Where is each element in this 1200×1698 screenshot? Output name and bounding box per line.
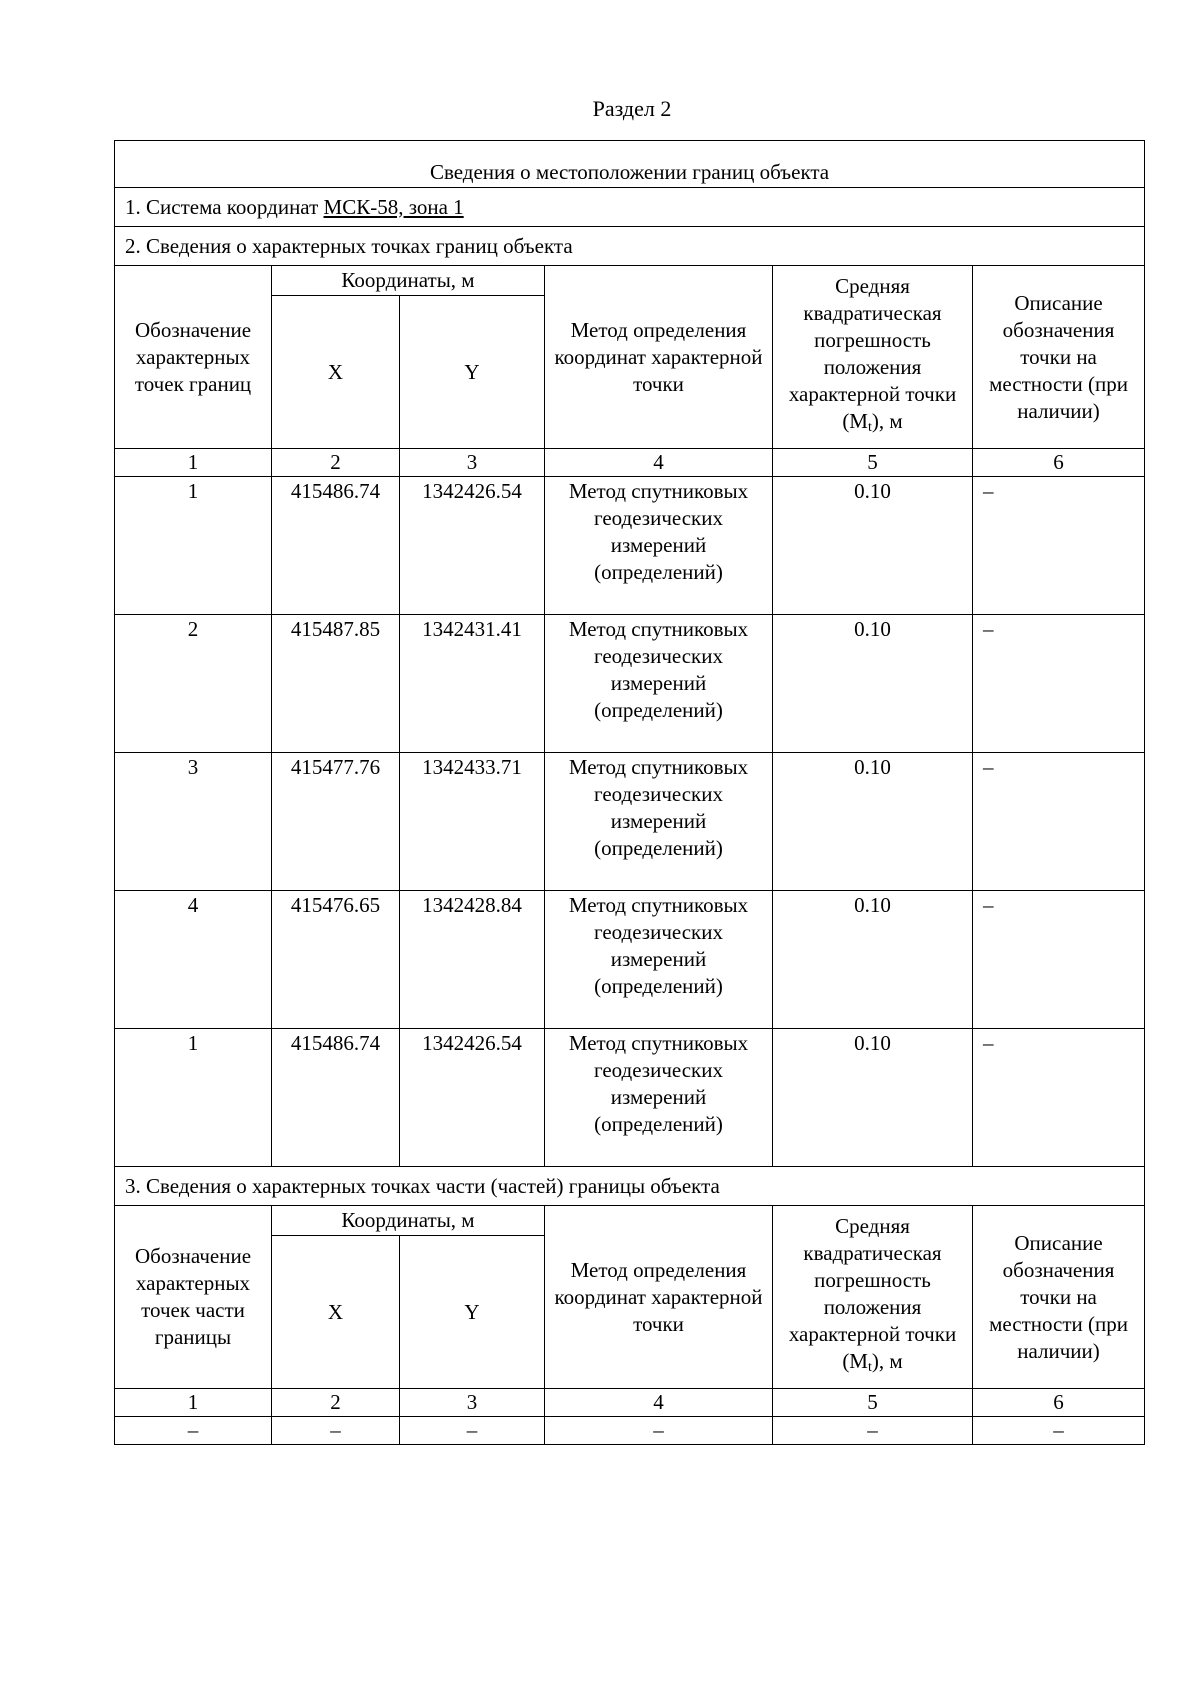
point-error: 0.10 <box>773 891 973 1029</box>
point-desc: – <box>973 891 1145 1029</box>
header-error-unit: ), м <box>871 409 903 433</box>
column-number-row <box>115 1389 1145 1417</box>
boundary-table <box>114 140 1145 1445</box>
part3-title: 3. Сведения о характерных точках части (частей) границы объекта <box>115 1167 1145 1206</box>
part-point-x: – <box>272 1417 400 1445</box>
part2-title-row <box>115 227 1145 266</box>
table-title-row <box>115 141 1145 188</box>
point-error: 0.10 <box>773 477 973 615</box>
table-row <box>115 477 1145 615</box>
point-id: 3 <box>115 753 272 891</box>
table-row <box>115 1417 1145 1445</box>
col-num: 6 <box>973 1389 1145 1417</box>
header-error <box>773 266 973 449</box>
header-x: X <box>272 1236 400 1389</box>
header-description: Описание обозначения точки на местности (при наличии) <box>973 1206 1145 1389</box>
point-x: 415487.85 <box>272 615 400 753</box>
part-point-y: – <box>400 1417 545 1445</box>
col-num: 4 <box>545 449 773 477</box>
table-title: Сведения о местоположении границ объекта <box>115 141 1145 188</box>
point-y: 1342428.84 <box>400 891 545 1029</box>
part3-title-row <box>115 1167 1145 1206</box>
table-row <box>115 615 1145 753</box>
header-designation: Обозначение характерных точек границ <box>115 266 272 449</box>
coord-system-value: МСК-58, зона 1 <box>323 194 464 219</box>
part-point-desc: – <box>973 1417 1145 1445</box>
part-point-method: – <box>545 1417 773 1445</box>
point-desc: – <box>973 615 1145 753</box>
col-num: 1 <box>115 1389 272 1417</box>
header-method: Метод определения координат характерной точки <box>545 266 773 449</box>
point-method: Метод спутниковых геодезических измерений (определений) <box>545 615 773 753</box>
table-row <box>115 1029 1145 1167</box>
table-row <box>115 891 1145 1029</box>
header-row <box>115 266 1145 296</box>
col-num: 6 <box>973 449 1145 477</box>
col-num: 5 <box>773 449 973 477</box>
header-coordinates: Координаты, м <box>272 266 545 296</box>
point-error: 0.10 <box>773 615 973 753</box>
part2-title: 2. Сведения о характерных точках границ объекта <box>115 227 1145 266</box>
col-num: 2 <box>272 449 400 477</box>
coord-system-label: 1. Система координат <box>125 194 319 219</box>
point-error: 0.10 <box>773 753 973 891</box>
point-error: 0.10 <box>773 1029 973 1167</box>
point-y: 1342431.41 <box>400 615 545 753</box>
col-num: 1 <box>115 449 272 477</box>
col-num: 3 <box>400 449 545 477</box>
point-id: 2 <box>115 615 272 753</box>
point-x: 415486.74 <box>272 477 400 615</box>
part3-header-row <box>115 1206 1145 1236</box>
coord-system <box>115 188 1145 227</box>
part-point-error: – <box>773 1417 973 1445</box>
point-id: 4 <box>115 891 272 1029</box>
col-num: 3 <box>400 1389 545 1417</box>
point-x: 415476.65 <box>272 891 400 1029</box>
header-error-text: Средняя квадратическая погрешность положения характерной точки (M <box>788 274 957 433</box>
point-y: 1342426.54 <box>400 477 545 615</box>
col-num: 4 <box>545 1389 773 1417</box>
header-designation-part: Обозначение характерных точек части границы <box>115 1206 272 1389</box>
header-error-text: Средняя квадратическая погрешность положения характерной точки (M <box>788 1214 957 1373</box>
point-method: Метод спутниковых геодезических измерений (определений) <box>545 891 773 1029</box>
header-error-unit: ), м <box>871 1349 903 1373</box>
section-title: Раздел 2 <box>592 96 672 121</box>
point-id: 1 <box>115 1029 272 1167</box>
point-method: Метод спутниковых геодезических измерений (определений) <box>545 477 773 615</box>
point-method: Метод спутниковых геодезических измерений (определений) <box>545 1029 773 1167</box>
point-id: 1 <box>115 477 272 615</box>
column-number-row <box>115 449 1145 477</box>
header-y: Y <box>400 1236 545 1389</box>
header-error-sub: t <box>867 420 872 435</box>
col-num: 5 <box>773 1389 973 1417</box>
point-desc: – <box>973 753 1145 891</box>
point-x: 415486.74 <box>272 1029 400 1167</box>
header-x: X <box>272 296 400 449</box>
point-desc: – <box>973 1029 1145 1167</box>
point-x: 415477.76 <box>272 753 400 891</box>
table-row <box>115 753 1145 891</box>
header-method: Метод определения координат характерной точки <box>545 1206 773 1389</box>
col-num: 2 <box>272 1389 400 1417</box>
header-y: Y <box>400 296 545 449</box>
header-coordinates: Координаты, м <box>272 1206 545 1236</box>
point-desc: – <box>973 477 1145 615</box>
point-y: 1342433.71 <box>400 753 545 891</box>
header-description: Описание обозначения точки на местности (при наличии) <box>973 266 1145 449</box>
coord-system-row <box>115 188 1145 227</box>
header-error <box>773 1206 973 1389</box>
part-point-id: – <box>115 1417 272 1445</box>
point-y: 1342426.54 <box>400 1029 545 1167</box>
header-error-sub: t <box>867 1360 872 1375</box>
point-method: Метод спутниковых геодезических измерений (определений) <box>545 753 773 891</box>
